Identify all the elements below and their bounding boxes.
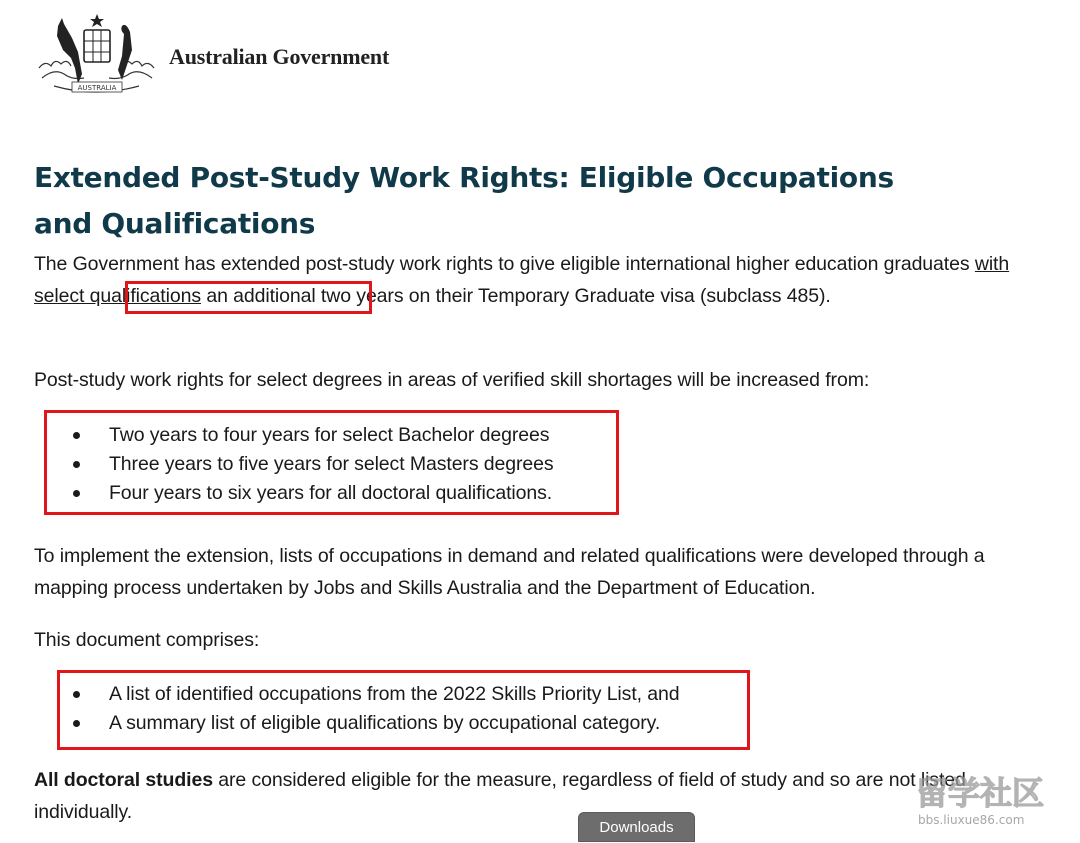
doctoral-text: are considered eligible for the measure, regardless of field of study and so are not listed individually. (34, 769, 966, 823)
list-item-text: Two years to four years for select Bachelor degrees (109, 424, 550, 446)
implementation-paragraph: To implement the extension, lists of occupations in demand and related qualifications were developed through a mapping process undertaken by Jobs and Skills Australia and the Department of Education. (34, 545, 985, 599)
intro-text-after: an additional two years on their Temporary Graduate visa (subclass 485). (201, 285, 831, 307)
svg-text:留学社区: 留学社区 (916, 774, 1045, 812)
page-title: Extended Post-Study Work Rights: Eligible Occupations and Qualifications (34, 161, 894, 240)
highlight-box-increases (44, 410, 619, 515)
list-item-text: A summary list of eligible qualifications by occupational category. (109, 712, 661, 734)
coat-of-arms-icon (34, 8, 159, 100)
page-header (34, 8, 634, 100)
highlight-box-link (125, 281, 372, 314)
comprises-intro: This document comprises: (34, 629, 260, 651)
highlight-box-comprises (57, 670, 750, 750)
intro-text-before: The Government has extended post-study work rights to give eligible international higher education graduates (34, 253, 975, 275)
list-item-text: Three years to five years for select Masters degrees (109, 453, 554, 475)
svg-text:AUSTRALIA: AUSTRALIA (77, 84, 117, 92)
list-item-text: A list of identified occupations from the 2022 Skills Priority List, and (109, 683, 680, 705)
svg-text:bbs.liuxue86.com: bbs.liuxue86.com (918, 813, 1025, 827)
list-item-text: Four years to six years for all doctoral qualifications. (109, 482, 553, 504)
agency-name: Australian Government (169, 44, 390, 69)
select-qualifications-link[interactable]: with select qualifications (34, 253, 1010, 307)
doctoral-paragraph (34, 764, 1044, 828)
increase-intro: Post-study work rights for select degrees in areas of verified skill shortages will be increased from: (34, 369, 870, 391)
doctoral-bold-text: All doctoral studies (34, 769, 213, 791)
downloads-button[interactable]: Downloads (578, 812, 695, 842)
